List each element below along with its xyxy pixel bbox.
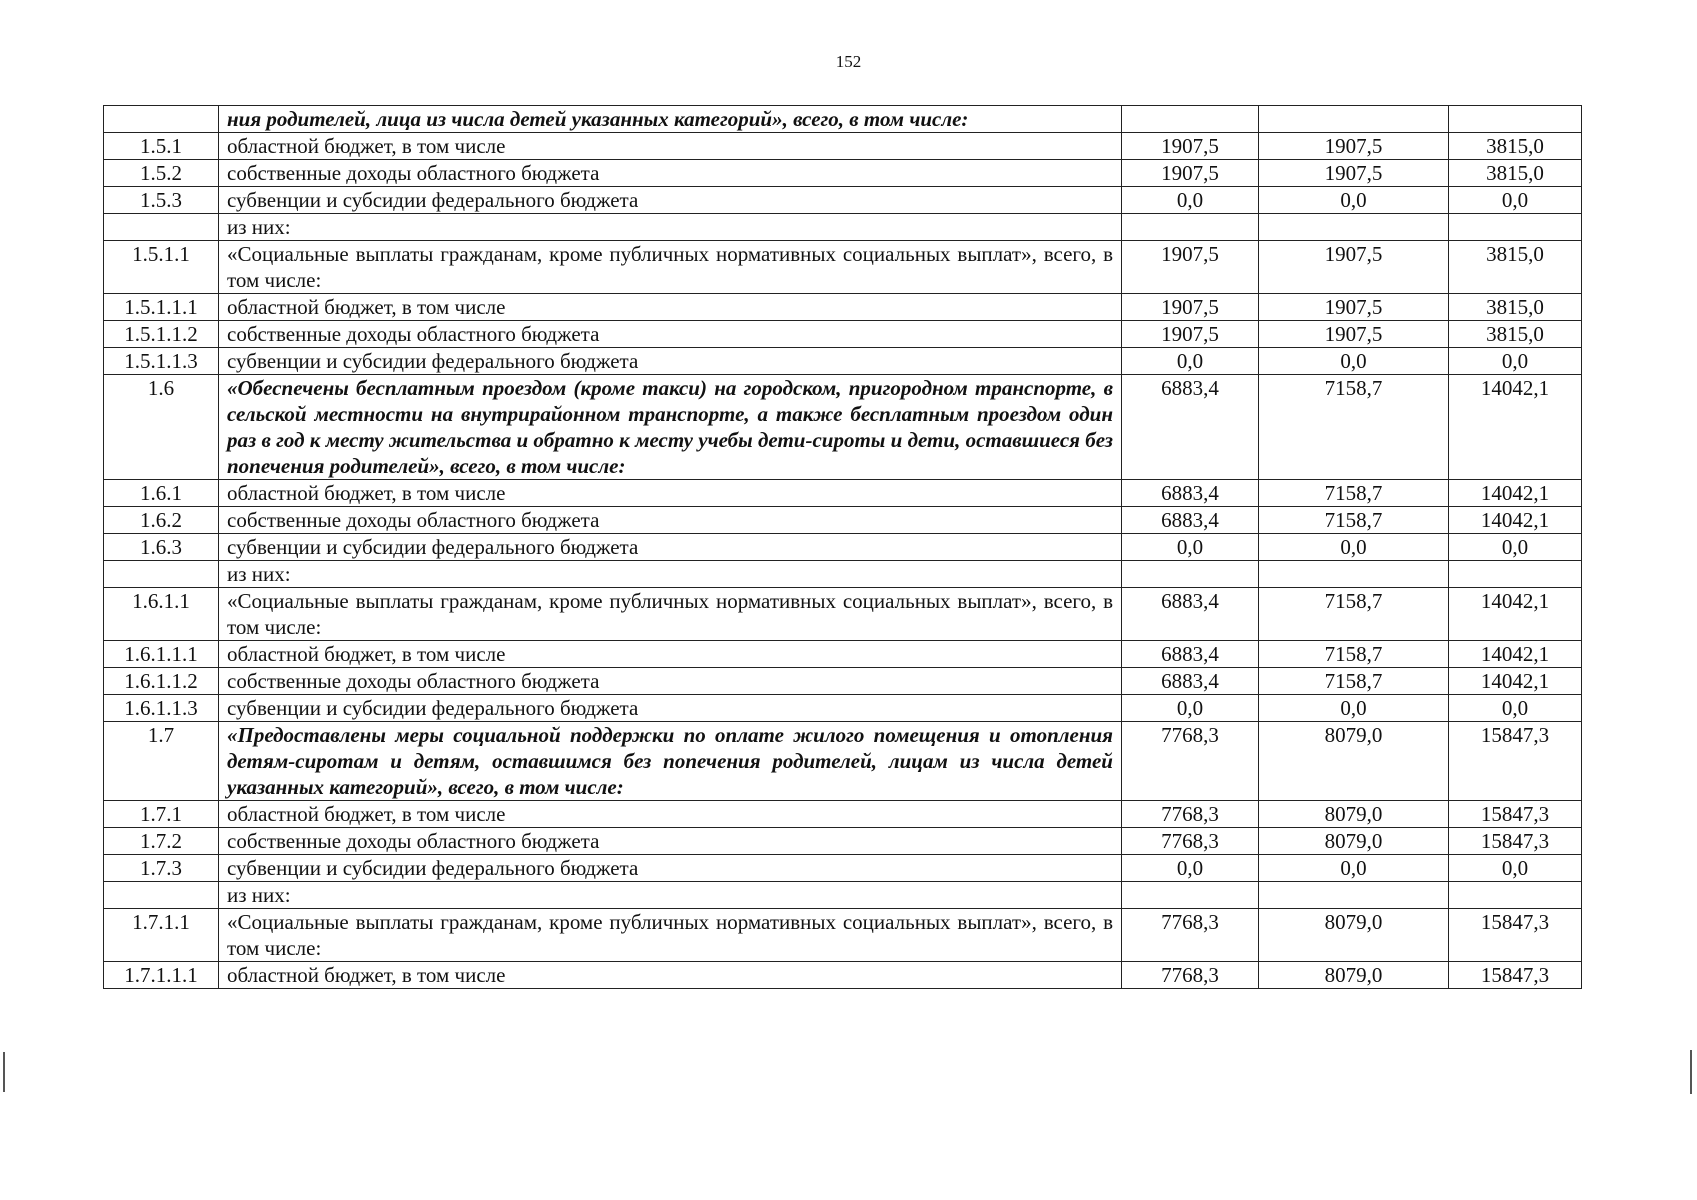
row-description-cell: «Социальные выплаты гражданам, кроме публичных нормативных социальных выплат», всего, в том числе: [219,588,1122,641]
row-value-total-cell: 3815,0 [1449,241,1582,294]
row-description-cell: субвенции и субсидии федерального бюджета [219,534,1122,561]
table-row [104,294,1582,321]
row-code-cell: 1.6.1 [104,480,219,507]
row-value-total-cell: 15847,3 [1449,722,1582,801]
row-code-cell: 1.5.1.1.1 [104,294,219,321]
row-code-cell: 1.5.1.1.2 [104,321,219,348]
row-description-cell: областной бюджет, в том числе [219,294,1122,321]
row-code-cell [104,106,219,133]
table-row [104,321,1582,348]
row-description-cell: из них: [219,882,1122,909]
row-value-year1-cell: 7768,3 [1122,909,1259,962]
row-description-cell: из них: [219,214,1122,241]
row-value-year1-cell: 7768,3 [1122,962,1259,989]
row-value-year1-cell: 6883,4 [1122,588,1259,641]
row-value-year2-cell: 7158,7 [1259,480,1449,507]
page-number: 152 [835,52,862,71]
table-row [104,561,1582,588]
table-row [104,801,1582,828]
budget-table-body [104,106,1582,989]
table-row [104,909,1582,962]
row-value-year2-cell [1259,106,1449,133]
row-value-year2-cell: 8079,0 [1259,801,1449,828]
row-code-cell: 1.7.1.1.1 [104,962,219,989]
table-row [104,214,1582,241]
row-description-cell: «Социальные выплаты гражданам, кроме публичных нормативных социальных выплат», всего, в том числе: [219,241,1122,294]
row-value-total-cell [1449,106,1582,133]
row-value-year1-cell: 1907,5 [1122,294,1259,321]
row-code-cell [104,561,219,588]
row-code-cell: 1.6.2 [104,507,219,534]
row-value-year1-cell: 6883,4 [1122,480,1259,507]
row-code-cell: 1.7 [104,722,219,801]
row-value-total-cell: 0,0 [1449,855,1582,882]
row-code-cell: 1.5.2 [104,160,219,187]
row-value-year1-cell: 7768,3 [1122,722,1259,801]
row-value-year1-cell: 0,0 [1122,534,1259,561]
row-value-year1-cell: 6883,4 [1122,668,1259,695]
scan-edge-mark-right [1690,1050,1692,1094]
row-description-cell: областной бюджет, в том числе [219,480,1122,507]
row-code-cell: 1.6.1.1 [104,588,219,641]
row-value-total-cell: 15847,3 [1449,962,1582,989]
row-description-cell: субвенции и субсидии федерального бюджета [219,695,1122,722]
row-code-cell: 1.5.1 [104,133,219,160]
row-description-cell: субвенции и субсидии федерального бюджета [219,348,1122,375]
table-row [104,507,1582,534]
row-code-cell [104,214,219,241]
scan-edge-mark-left [3,1052,5,1092]
row-value-year2-cell: 7158,7 [1259,507,1449,534]
row-value-year1-cell: 6883,4 [1122,507,1259,534]
row-code-cell: 1.5.1.1 [104,241,219,294]
row-value-year1-cell [1122,106,1259,133]
table-row [104,641,1582,668]
row-value-year1-cell: 7768,3 [1122,801,1259,828]
row-value-year1-cell: 0,0 [1122,695,1259,722]
row-value-total-cell: 3815,0 [1449,321,1582,348]
row-value-total-cell: 3815,0 [1449,160,1582,187]
row-value-year2-cell: 1907,5 [1259,160,1449,187]
row-value-year2-cell: 1907,5 [1259,241,1449,294]
table-row [104,348,1582,375]
row-value-total-cell: 0,0 [1449,187,1582,214]
row-value-total-cell: 14042,1 [1449,507,1582,534]
table-row [104,695,1582,722]
table-row [104,722,1582,801]
row-description-cell: субвенции и субсидии федерального бюджета [219,855,1122,882]
row-value-total-cell [1449,561,1582,588]
table-row [104,882,1582,909]
row-value-year2-cell [1259,882,1449,909]
row-code-cell: 1.5.3 [104,187,219,214]
row-code-cell [104,882,219,909]
row-value-year1-cell: 1907,5 [1122,133,1259,160]
row-value-total-cell: 14042,1 [1449,375,1582,480]
row-description-cell: из них: [219,561,1122,588]
row-code-cell: 1.6.1.1.3 [104,695,219,722]
row-description-cell: собственные доходы областного бюджета [219,668,1122,695]
table-row [104,962,1582,989]
row-description-cell: областной бюджет, в том числе [219,962,1122,989]
row-value-year2-cell: 7158,7 [1259,641,1449,668]
row-value-year2-cell: 1907,5 [1259,133,1449,160]
row-value-total-cell: 0,0 [1449,695,1582,722]
row-value-year2-cell: 7158,7 [1259,668,1449,695]
row-value-year1-cell: 1907,5 [1122,160,1259,187]
row-value-total-cell [1449,214,1582,241]
row-value-total-cell: 14042,1 [1449,668,1582,695]
row-value-year1-cell: 1907,5 [1122,241,1259,294]
row-code-cell: 1.6 [104,375,219,480]
row-value-year1-cell: 7768,3 [1122,828,1259,855]
row-description-cell: ния родителей, лица из числа детей указанных категорий», всего, в том числе: [219,106,1122,133]
row-value-year2-cell: 0,0 [1259,855,1449,882]
row-value-total-cell: 0,0 [1449,534,1582,561]
row-value-year1-cell: 6883,4 [1122,641,1259,668]
row-description-cell: областной бюджет, в том числе [219,801,1122,828]
row-value-year1-cell: 0,0 [1122,348,1259,375]
row-code-cell: 1.6.1.1.1 [104,641,219,668]
row-value-total-cell [1449,882,1582,909]
row-value-total-cell: 3815,0 [1449,294,1582,321]
row-value-year2-cell: 8079,0 [1259,828,1449,855]
row-value-year2-cell: 0,0 [1259,187,1449,214]
row-description-cell: собственные доходы областного бюджета [219,160,1122,187]
table-row [104,828,1582,855]
row-description-cell: «Предоставлены меры социальной поддержки по оплате жилого помещения и отопления детям-сиротам и детям, оставшимся без попечения родителей, лицам из числа детей указанных категорий», всего, в том числе: [219,722,1122,801]
row-description-cell: областной бюджет, в том числе [219,133,1122,160]
table-row [104,133,1582,160]
table-row [104,668,1582,695]
row-description-cell: областной бюджет, в том числе [219,641,1122,668]
table-row [104,588,1582,641]
row-value-total-cell: 14042,1 [1449,641,1582,668]
row-value-year2-cell [1259,561,1449,588]
row-value-total-cell: 14042,1 [1449,480,1582,507]
row-description-cell: «Социальные выплаты гражданам, кроме публичных нормативных социальных выплат», всего, в том числе: [219,909,1122,962]
row-value-year1-cell: 1907,5 [1122,321,1259,348]
table-row [104,855,1582,882]
row-value-year2-cell [1259,214,1449,241]
row-value-year2-cell: 8079,0 [1259,722,1449,801]
row-value-year2-cell: 7158,7 [1259,375,1449,480]
row-code-cell: 1.7.2 [104,828,219,855]
row-description-cell: собственные доходы областного бюджета [219,507,1122,534]
row-value-year2-cell: 7158,7 [1259,588,1449,641]
row-value-year1-cell: 0,0 [1122,855,1259,882]
table-row [104,480,1582,507]
row-value-total-cell: 14042,1 [1449,588,1582,641]
row-value-total-cell: 0,0 [1449,348,1582,375]
table-row [104,241,1582,294]
row-value-year2-cell: 1907,5 [1259,321,1449,348]
row-value-year2-cell: 0,0 [1259,348,1449,375]
row-description-cell: субвенции и субсидии федерального бюджета [219,187,1122,214]
row-value-year2-cell: 8079,0 [1259,962,1449,989]
row-value-year2-cell: 8079,0 [1259,909,1449,962]
row-code-cell: 1.7.3 [104,855,219,882]
row-value-year1-cell: 0,0 [1122,187,1259,214]
row-value-year1-cell [1122,882,1259,909]
row-value-year2-cell: 1907,5 [1259,294,1449,321]
table-row [104,160,1582,187]
table-row [104,534,1582,561]
row-value-year1-cell [1122,561,1259,588]
row-code-cell: 1.5.1.1.3 [104,348,219,375]
row-value-total-cell: 15847,3 [1449,801,1582,828]
row-description-cell: собственные доходы областного бюджета [219,321,1122,348]
row-value-year1-cell [1122,214,1259,241]
row-value-total-cell: 15847,3 [1449,909,1582,962]
row-description-cell: собственные доходы областного бюджета [219,828,1122,855]
row-value-total-cell: 15847,3 [1449,828,1582,855]
row-value-year2-cell: 0,0 [1259,534,1449,561]
row-code-cell: 1.7.1 [104,801,219,828]
table-row [104,375,1582,480]
row-code-cell: 1.6.1.1.2 [104,668,219,695]
row-value-year1-cell: 6883,4 [1122,375,1259,480]
row-value-year2-cell: 0,0 [1259,695,1449,722]
row-code-cell: 1.6.3 [104,534,219,561]
row-code-cell: 1.7.1.1 [104,909,219,962]
budget-table [103,105,1582,989]
row-description-cell: «Обеспечены бесплатным проездом (кроме такси) на городском, пригородном транспорте, в сельской местности на внутрирайонном транспорте, а также бесплатным проездом один раз в год к месту жительства и обратно к месту учебы дети-сироты и дети, оставшиеся без попечения родителей», всего, в том числе: [219,375,1122,480]
table-row [104,106,1582,133]
table-row [104,187,1582,214]
row-value-total-cell: 3815,0 [1449,133,1582,160]
